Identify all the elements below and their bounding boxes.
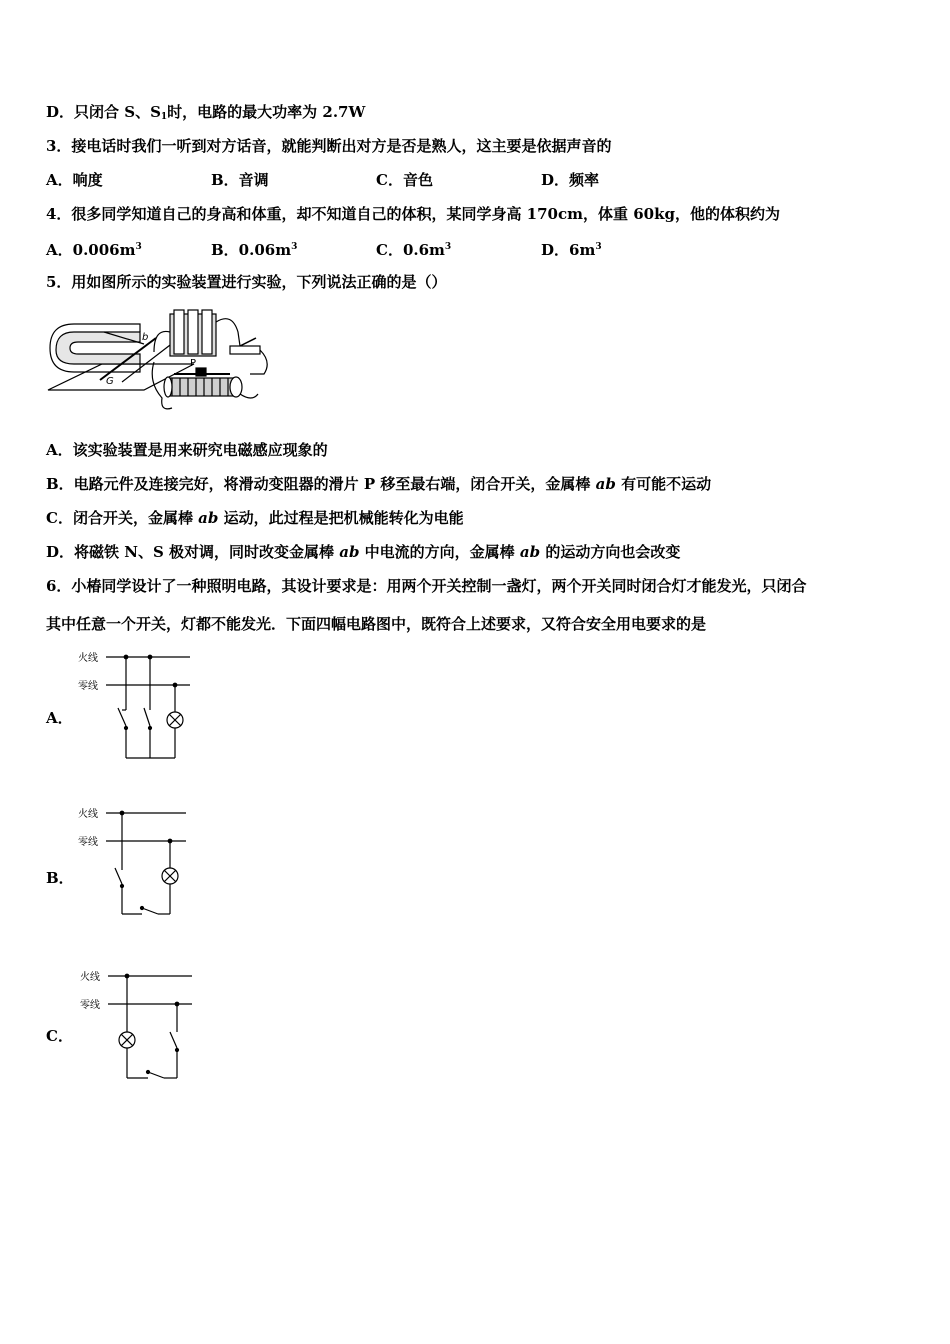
- switch-2: [142, 908, 158, 914]
- switch-2: [144, 708, 150, 726]
- question-6-line-1: 6．小椿同学设计了一种照明电路，其设计要求是：用两个开关控制一盏灯，两个开关同时闭合灯才能发光，只闭合: [46, 577, 807, 595]
- circuit-c-live-label: 火线: [80, 972, 100, 983]
- circuit-a-live-label: 火线: [78, 653, 98, 664]
- switch-1: [118, 708, 126, 726]
- circuit-b-label: B．: [46, 869, 74, 887]
- circuit-b-diagram: [78, 804, 193, 919]
- question-6-line-2: 其中任意一个开关，灯都不能发光．下面四幅电路图中，既符合上述要求，又符合安全用电要求的是: [46, 615, 707, 633]
- q3-option-c: C．音色: [376, 171, 433, 189]
- rod-label-g: G: [106, 376, 114, 387]
- switch-2: [148, 1072, 164, 1078]
- q5-option-d: D．将磁铁 N、S 极对调，同时改变金属棒 ab 中电流的方向，金属棒 ab 的运动方向也会改变: [46, 543, 681, 561]
- q3-option-d: D．频率: [541, 171, 600, 189]
- circuit-a-diagram: [78, 648, 193, 763]
- q2-option-d: D．只闭合 S、$S_1$时，电路的最大功率为 2.7W: [46, 103, 366, 122]
- circuit-c-diagram: [80, 966, 195, 1084]
- q4-option-c: C．$0.6m^3$: [376, 241, 452, 259]
- circuit-a-label: A．: [46, 709, 73, 727]
- rod-label-b: b: [142, 332, 149, 343]
- q4-option-b: B．$0.06m^3$: [211, 241, 298, 259]
- question-4: 4．很多同学知道自己的身高和体重，却不知道自己的体积，某同学身高 170cm，体重 60kg，他的体积约为: [46, 205, 780, 223]
- circuit-a-neutral-label: 零线: [78, 681, 98, 692]
- circuit-b-live-label: 火线: [78, 809, 98, 820]
- question-5: 5．用如图所示的实验装置进行实验，下列说法正确的是（）: [46, 273, 447, 291]
- circuit-c-label: C．: [46, 1027, 73, 1045]
- switch: [230, 346, 260, 354]
- circuit-c-neutral-label: 零线: [80, 1000, 100, 1011]
- q5-option-c: C．闭合开关，金属棒 ab 运动，此过程是把机械能转化为电能: [46, 509, 464, 527]
- q5-option-a: A．该实验装置是用来研究电磁感应现象的: [46, 441, 328, 459]
- rheostat: [168, 378, 234, 396]
- q3-option-b: B．音调: [211, 171, 269, 189]
- q5-option-b: B．电路元件及连接完好，将滑动变阻器的滑片 P 移至最右端，闭合开关，金属棒 ab 有可能不运动: [46, 475, 712, 493]
- q3-option-a: A．响度: [46, 171, 103, 189]
- slider-label-p: P: [190, 358, 197, 369]
- switch-1: [115, 868, 122, 884]
- q4-option-d: D．$6m^3$: [541, 241, 602, 259]
- switch-1: [170, 1032, 177, 1048]
- q4-option-a: A．$0.006m^3$: [46, 241, 142, 259]
- question-3: 3．接电话时我们一听到对方话音，就能判断出对方是否是熟人，这主要是依据声音的: [46, 137, 612, 155]
- experiment-apparatus-figure: [44, 302, 274, 422]
- circuit-b-neutral-label: 零线: [78, 837, 98, 848]
